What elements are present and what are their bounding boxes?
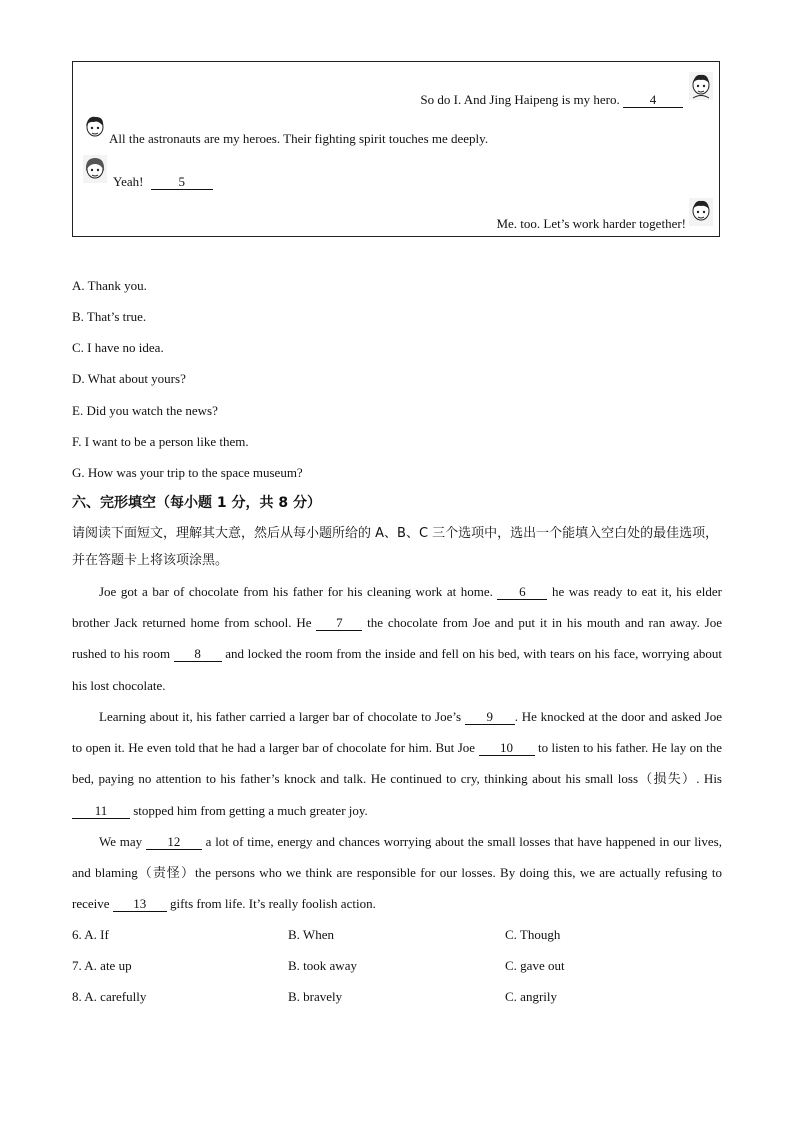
dialog-line-4: Me. too. Let’s work harder together! [496,216,686,231]
p1-text-d: the chocolate from Joe and put it in his mouth and ran away. Joe rushed to his room [72,615,723,662]
passage-paragraph-2 [72,701,722,826]
blank-5: 5 [151,175,213,190]
blank-12: 12 [146,835,202,850]
dialogue-box [72,61,720,237]
question-7-option-b: B. took away [288,958,357,973]
blank-13: 13 [113,897,167,912]
passage-paragraph-3 [72,826,722,920]
p3-text-d: gifts from life. It’s really foolish action. [170,896,376,912]
p3-text-c: a lot of time, energy and chances worrying about the small losses that have happened in our lives, and blaming（责怪）the persons who we think are responsible for our losses. By doing this, we are actually refusing to receive [72,834,722,912]
girl-avatar-icon [83,155,107,183]
question-6-option-c: C. Though [505,927,561,942]
question-8-option-b: B. bravely [288,989,343,1004]
blank-9: 9 [465,710,515,725]
option-e: E. Did you watch the news? [72,403,218,418]
dialog-line-2: All the astronauts are my heroes. Their fighting spirit touches me deeply. [109,131,489,146]
option-c: C. I have no idea. [72,340,164,355]
p2-text-a: Learning about it, his father carried a larger bar of chocolate to Joe’s [99,709,462,724]
p1-text-e: and locked the room from the inside and fell on his bed, with tears on his face, worrying about his lost chocolate. [72,646,722,693]
passage-paragraph-1 [72,576,722,701]
question-8-option-c: C. angrily [505,989,557,1004]
question-7-option-a: 7. A. ate up [72,958,132,973]
question-8-option-a: 8. A. carefully [72,989,147,1004]
blank-10: 10 [479,741,535,756]
option-f: F. I want to be a person like them. [72,434,249,449]
question-7-option-c: C. gave out [505,958,565,973]
blank-6: 6 [497,585,547,600]
p2-text-e: stopped him from getting a much greater joy. [133,802,368,818]
p1-text-a: Joe got a bar of chocolate from his father for his cleaning work at home. [99,584,493,599]
boy-avatar-icon [689,198,713,226]
dialog-line-1-text: So do I. And Jing Haipeng is my hero. [420,92,620,107]
dialog-line-3-text: Yeah! [113,174,144,189]
question-6-option-b: B. When [288,927,334,942]
option-a: A. Thank you. [72,278,147,293]
boy-avatar-icon [83,114,107,142]
p1-text-c: he was ready to eat it, his elder brother Jack returned home from school. He [72,584,723,631]
p3-text-a: We may [99,834,143,849]
blank-11: 11 [72,804,130,819]
section-instruction: 请阅读下面短文，理解其大意，然后从每小题所给的 A、B、C 三个选项中，选出一个能填入空白处的最佳选项，并在答题卡上将该项涂黑。 [72,526,719,568]
blank-4: 4 [623,93,683,108]
dialog-line-1 [420,92,683,108]
blank-8: 8 [174,647,222,662]
option-d: D. What about yours? [72,371,186,386]
section-title: 六、完形填空（每小题 1 分，共 8 分） [72,495,321,511]
dialog-line-3 [113,174,213,190]
option-g: G. How was your trip to the space museum? [72,465,303,480]
question-6-option-a: 6. A. If [72,927,109,942]
p2-text-d: to listen to his father. He lay on the bed, paying no attention to his father’s knock and talk. He continued to cry, thinking about his small loss（损失）. His [72,740,723,787]
p2-text-c: . He knocked at the door and asked Joe to open it. He even told that he had a larger bar of chocolate for him. But Joe [72,709,722,756]
blank-7: 7 [316,616,362,631]
boy-avatar-icon [689,72,713,100]
option-b: B. That’s true. [72,309,147,324]
